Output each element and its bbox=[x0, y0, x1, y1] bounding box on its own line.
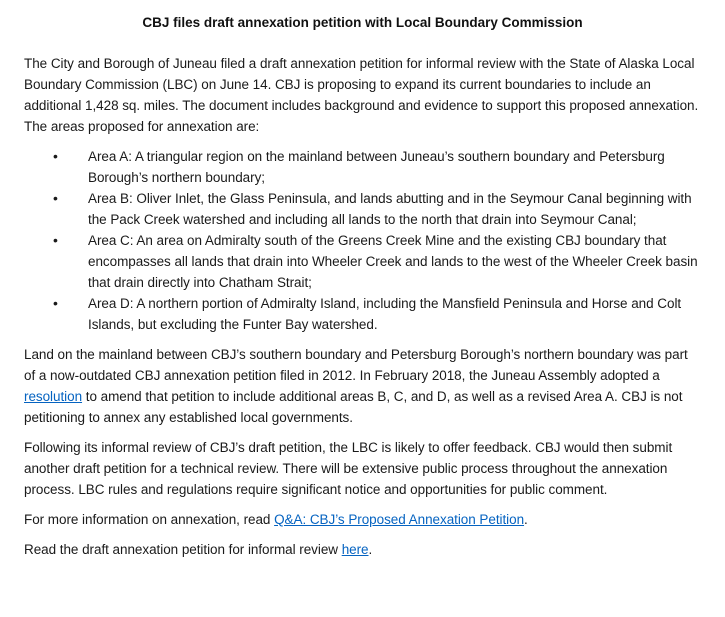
list-item-area-a: • Area A: A triangular region on the mainland between Juneau’s southern boundary and Petersburg Borough’s northern boundary; bbox=[88, 146, 701, 188]
paragraph-read-petition bbox=[24, 539, 701, 560]
resolution-link[interactable]: resolution bbox=[24, 389, 83, 404]
list-item-area-b: • Area B: Oliver Inlet, the Glass Peninsula, and lands abutting and in the Seymour Canal beginning with the Pack Creek watershed and including all lands to the north that drain into Seymour Canal; bbox=[88, 188, 701, 230]
history-text-after: to amend that petition to include additional areas B, C, and D, as well as a revised Area A. CBJ is not petitioning to annex any established local governments. bbox=[24, 389, 683, 425]
paragraph-history bbox=[24, 344, 701, 428]
read-petition-text-after: . bbox=[368, 542, 373, 557]
more-info-text-before: For more information on annexation, read bbox=[24, 512, 275, 527]
document-title: CBJ files draft annexation petition with Local Boundary Commission bbox=[142, 15, 583, 30]
read-petition-text-before: Read the draft annexation petition for informal review bbox=[24, 542, 342, 557]
paragraph-process: Following its informal review of CBJ’s draft petition, the LBC is likely to offer feedback. CBJ would then submit another draft petition for a technical review. There will be extensive public process throughout the annexation process. LBC rules and regulations require significant notice and opportunities for public comment. bbox=[24, 440, 673, 497]
here-link[interactable]: here bbox=[341, 542, 369, 557]
more-info-text-after: . bbox=[524, 512, 528, 527]
history-text-before: Land on the mainland between CBJ’s southern boundary and Petersburg Borough’s northern boundary was part of a now-outdated CBJ annexation petition filed in 2012. In February 2018, the Juneau Assembly adopted a bbox=[24, 347, 688, 383]
paragraph-intro: The City and Borough of Juneau filed a draft annexation petition for informal review with the State of Alaska Local Boundary Commission (LBC) on June 14. CBJ is proposing to expand its current boundaries to include an additional 1,428 sq. miles. The document includes background and evidence to support this proposed annexation. The areas proposed for annexation are: bbox=[24, 56, 699, 134]
qa-petition-link[interactable]: Q&A: CBJ’s Proposed Annexation Petition bbox=[274, 512, 525, 527]
list-item-area-c: • Area C: An area on Admiralty south of the Greens Creek Mine and the existing CBJ boundary that encompasses all lands that drain into Wheeler Creek and lands to the west of the Wheeler Creek basin that drain directly into Chatham Strait; bbox=[88, 230, 701, 293]
paragraph-more-info bbox=[24, 509, 701, 530]
list-item-area-d: • Area D: A northern portion of Admiralty Island, including the Mansfield Peninsula and Horse and Colt Islands, but excluding the Funter Bay watershed. bbox=[88, 293, 701, 335]
annexation-areas-list bbox=[24, 146, 701, 335]
